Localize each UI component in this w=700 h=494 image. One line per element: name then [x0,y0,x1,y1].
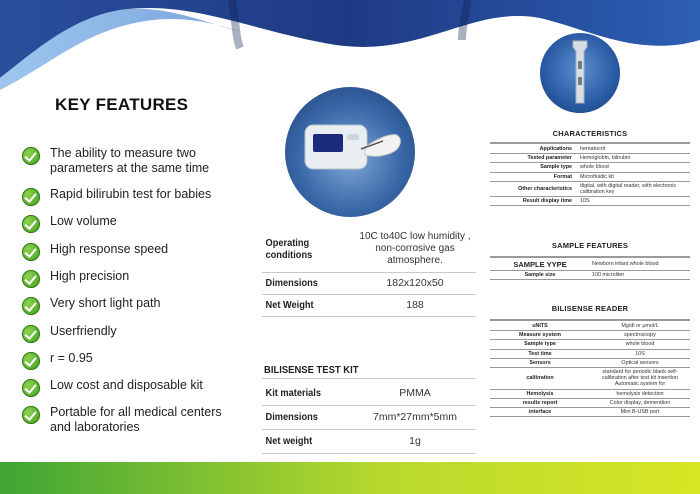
table-row [490,259,690,271]
feature-text: Low volume [50,214,117,228]
char-label: Applications [490,145,578,154]
feature-item [22,269,234,288]
char-label: Other characteristics [490,181,578,196]
table-row [262,381,476,405]
reader-title: BILISENSE READER [551,304,629,313]
feature-item [22,214,234,233]
sample-value: Newborn infant whole blood [590,259,690,271]
reader-label: Measure system [490,331,590,340]
table-row [490,408,690,417]
feature-text: Portable for all medical centers and laboratories [50,405,222,434]
reader-value: spectroscopy [590,331,690,340]
char-label: Format [490,172,578,181]
table-row [490,172,690,181]
char-value: hematocrit [578,145,690,154]
feature-text: High precision [50,269,130,283]
reader-value: 10S [590,349,690,358]
table-row [490,358,690,367]
spec-value: 188 [354,294,476,316]
sample-features-table [490,259,690,280]
kit-value: 7mm*27mm*5mm [354,405,476,429]
reader-table [490,322,690,417]
spec-value: 182x120x50 [354,272,476,294]
reader-value: hemolysis detection [590,389,690,398]
characteristics-table [490,145,690,206]
char-label: Tested parameter [490,154,578,163]
table-row [490,389,690,398]
divider [490,319,690,321]
feature-text: Userfriendly [50,324,117,338]
char-value: digital, with digital reader, with electronic calibration key [578,181,690,196]
kit-label: Kit materials [262,381,343,405]
char-label: Sample type [490,163,578,172]
reader-value: standard for periodic blank self-calibration after test kit insertion Automatic system for [590,368,690,390]
feature-item [22,146,234,175]
feature-text: Low cost and disposable kit [50,378,203,392]
footer-gradient-band [0,462,700,494]
characteristics-title: CHARACTERISTICS [552,129,628,138]
glucometer-illustration [285,87,415,217]
char-value: whole blood [578,163,690,172]
sample-label: SAMPLE YYPE [490,259,590,271]
check-icon [22,406,40,424]
feature-text: The ability to measure two parameters at the same time [50,146,210,175]
feature-text: High response speed [50,242,169,256]
check-icon [22,215,40,233]
feature-item [22,378,234,397]
reader-label: Sample type [490,340,590,349]
kit-label: Net weight [262,429,343,453]
test-strip-illustration [540,33,620,113]
reader-label: uNITS [490,322,590,331]
check-icon [22,243,40,261]
sample-label: Sample size [490,271,590,280]
table-row [490,181,690,196]
check-icon [22,188,40,206]
reader-value: Optical sensors [590,358,690,367]
table-row [490,197,690,206]
reader-label: Sensors [490,358,590,367]
table-row [262,294,476,316]
kit-value: PMMA [354,381,476,405]
reader-label: results report [490,398,590,407]
table-row [262,272,476,294]
table-row [490,349,690,358]
sample-features-title: SAMPLE FEATURES [551,241,629,250]
table-row [490,340,690,349]
char-label: Result display time [490,197,578,206]
check-icon [22,325,40,343]
feature-item [22,324,234,343]
sample-value: 100 microliter [590,271,690,280]
char-value: Hemoglobin, bilirubin [578,154,690,163]
test-kit-title: BILISENSE TEST KIT [264,364,359,376]
feature-item [22,296,234,315]
table-row [490,145,690,154]
table-row [490,368,690,390]
char-value: Microfluidic kit [578,172,690,181]
spec-label: Dimensions [262,272,343,294]
check-icon [22,147,40,165]
table-row [262,405,476,429]
table-row [490,163,690,172]
check-icon [22,352,40,370]
reader-value: Mini B-USB port [590,408,690,417]
reader-value: Mg/dl or μmol/L [590,322,690,331]
kit-label: Dimensions [262,405,343,429]
table-row [490,331,690,340]
reader-value: whole blood [590,340,690,349]
spec-label: Operating conditions [262,226,343,272]
specs-table [262,226,476,317]
device-photo [285,87,415,217]
feature-item [22,405,234,434]
check-icon [22,379,40,397]
feature-text: r = 0.95 [50,351,93,365]
reader-label: Test time [490,349,590,358]
reader-label: interface [490,408,590,417]
key-features-title: KEY FEATURES [55,95,189,114]
char-value: 10S [578,197,690,206]
test-kit-table [262,381,476,454]
feature-item [22,351,234,370]
check-icon [22,270,40,288]
feature-item [22,187,234,206]
reader-label: Hemolysis [490,389,590,398]
reader-value: Color display, dementtion [590,398,690,407]
feature-text: Very short light path [50,296,161,310]
table-row [490,271,690,280]
feature-text: Rapid bilirubin test for babies [50,187,212,201]
divider [262,378,476,379]
feature-item [22,242,234,261]
divider [490,142,690,144]
reader-label: calibration [490,368,590,390]
divider [490,256,690,258]
table-row [262,429,476,453]
table-row [490,398,690,407]
table-row [490,154,690,163]
kit-value: 1g [354,429,476,453]
table-row [490,322,690,331]
test-strip-photo [540,33,620,113]
spec-label: Net Weight [262,294,343,316]
check-icon [22,297,40,315]
spec-value: 10C to40C low humidity , non-corrosive gas atmosphere. [354,226,476,272]
table-row [262,226,476,272]
